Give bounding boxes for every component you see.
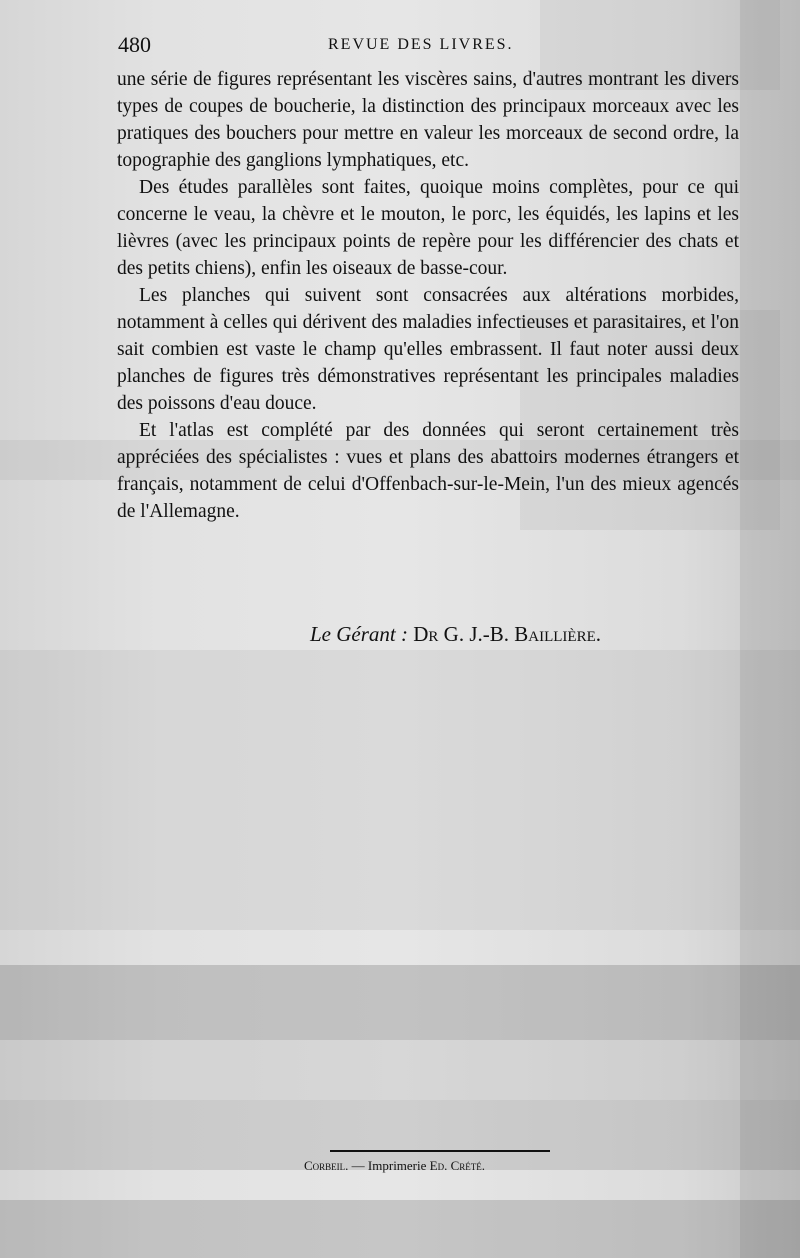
printer-name: Ed. Crété. [429,1158,486,1173]
page-header [118,28,738,60]
printer-imprint [304,1158,485,1174]
signature-name: G. J.-B. Baillière. [443,622,601,646]
printer-text: Imprimerie [367,1158,427,1173]
paragraph-2: Des études parallèles sont faites, quoique moins complètes, pour ce qui concerne le veau, la chèvre et le mouton, le porc, les équidés, les lapins et les lièvres (avec les principaux points de repère pour les différencier des chats et des petits chiens), enfin les oiseaux de basse-cour. [117,177,739,279]
body-text [117,66,739,525]
signature-title: Dr [413,622,439,646]
printer-city: Corbeil. [304,1158,349,1173]
running-title: REVUE DES LIVRES. [328,36,514,53]
signature [310,622,601,647]
paragraph-1: une série de figures représentant les viscères sains, d'autres montrant les divers types de coupes de boucherie, la distinction des principaux morceaux avec les pratiques des bouchers pour mettre en valeur les morceaux de second ordre, la topographie des ganglions lymphatiques, etc. [117,69,739,171]
footer-rule [330,1150,550,1152]
paragraph-4: Et l'atlas est complété par des données qui seront certainement très appréciées des spécialistes : vues et plans des abattoirs modernes étrangers et français, notamment de celui d'Offenbach-sur-le-Mein, l'un des mieux agencés de l'Allemagne. [117,420,739,522]
signature-role: Le Gérant : [310,622,408,646]
page-number: 480 [118,32,151,57]
paragraph-3: Les planches qui suivent sont consacrées aux altérations morbides, notamment à celles qui dérivent des maladies infectieuses et parasitaires, et l'on sait combien est vaste le champ qu'elles embrassent. Il faut noter aussi deux planches de figures très démonstratives représentant les principales maladies des poissons d'eau douce. [117,285,739,414]
printer-separator: — [351,1158,365,1173]
